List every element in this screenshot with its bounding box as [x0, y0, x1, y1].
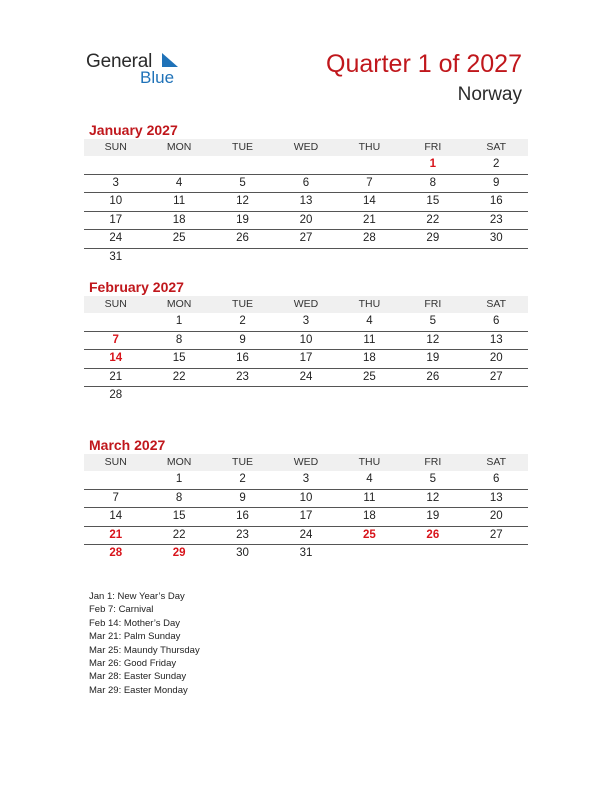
holiday-entry: Feb 7: Carnival	[89, 604, 154, 616]
empty-day-cell	[211, 156, 274, 174]
page-title: Quarter 1 of 2027	[326, 50, 522, 78]
weekday-header	[84, 296, 528, 313]
day-cell: 14	[109, 510, 123, 522]
week-row	[84, 175, 528, 194]
day-cell: 28	[363, 232, 376, 244]
empty-day-cell	[401, 545, 464, 563]
week-row	[84, 545, 528, 563]
day-cell: 7	[112, 491, 119, 504]
day-cell: 13	[299, 195, 313, 207]
day-cell: 16	[236, 510, 249, 522]
day-cell: 22	[172, 528, 186, 541]
empty-day-cell	[147, 387, 210, 405]
day-cell: 2	[239, 473, 246, 485]
day-cell: 11	[173, 195, 186, 207]
week-row	[84, 332, 528, 351]
day-cell: 17	[109, 213, 123, 226]
day-cell: 8	[175, 333, 183, 346]
day-cell: 12	[426, 491, 440, 504]
holiday-entry: Feb 14: Mother’s Day	[89, 617, 180, 629]
day-cell: 5	[429, 473, 437, 485]
day-cell: 7	[366, 176, 373, 189]
day-cell: 11	[363, 491, 376, 504]
day-cell: 4	[175, 176, 183, 189]
weekday-header	[84, 454, 528, 471]
day-cell: 27	[489, 370, 503, 383]
week-row	[84, 313, 528, 332]
day-cell: 14	[109, 352, 123, 364]
day-cell: 3	[302, 315, 310, 327]
weekday-label: WED	[293, 298, 319, 310]
day-cell: 29	[426, 232, 440, 244]
day-cell: 17	[299, 352, 313, 364]
day-cell: 6	[493, 473, 500, 485]
holiday-list	[89, 590, 200, 697]
weekday-label: MON	[166, 298, 192, 310]
weekday-label: TUE	[232, 298, 254, 310]
day-cell: 7	[112, 333, 119, 346]
day-cell: 18	[172, 213, 186, 226]
weekday-header	[84, 139, 528, 156]
day-cell: 1	[175, 473, 183, 485]
day-cell: 13	[489, 491, 503, 504]
day-cell: 15	[426, 195, 440, 207]
weekday-label: TUE	[232, 456, 254, 468]
generalblue-logo	[86, 51, 196, 91]
day-cell: 14	[363, 195, 376, 207]
day-cell: 23	[489, 213, 503, 226]
weekday-label: MON	[166, 141, 192, 153]
day-cell: 29	[172, 547, 186, 559]
empty-day-cell	[401, 387, 464, 405]
weekday-label: WED	[293, 456, 319, 468]
holiday-entry: Jan 1: New Year’s Day	[89, 591, 185, 602]
day-cell: 2	[493, 158, 500, 170]
day-cell: 24	[299, 370, 313, 383]
week-row	[84, 471, 528, 490]
day-cell: 9	[239, 333, 246, 346]
logo-blue-text: Blue	[140, 68, 175, 87]
day-cell: 16	[236, 352, 249, 364]
day-cell: 6	[493, 315, 500, 327]
empty-day-cell	[84, 313, 147, 331]
weekday-label: SUN	[104, 456, 127, 468]
day-cell: 28	[109, 389, 123, 401]
day-cell: 27	[489, 528, 503, 541]
empty-day-cell	[84, 156, 147, 174]
day-cell: 26	[236, 232, 249, 244]
weekday-label: MON	[166, 456, 192, 468]
day-cell: 19	[426, 510, 440, 522]
weekday-label: THU	[358, 456, 381, 468]
day-cell: 22	[172, 370, 186, 383]
day-cell: 15	[172, 510, 186, 522]
day-cell: 26	[426, 370, 440, 383]
week-row	[84, 212, 528, 231]
day-cell: 21	[109, 370, 123, 383]
day-cell: 2	[239, 315, 246, 327]
week-row	[84, 508, 528, 527]
empty-day-cell	[465, 387, 528, 405]
week-row	[84, 369, 528, 388]
day-cell: 10	[299, 491, 313, 504]
day-cell: 20	[489, 352, 503, 364]
empty-day-cell	[211, 249, 274, 267]
day-cell: 10	[109, 195, 123, 207]
weekday-label: SUN	[104, 298, 127, 310]
day-cell: 10	[299, 333, 313, 346]
day-cell: 22	[426, 213, 440, 226]
day-cell: 17	[299, 510, 313, 522]
day-cell: 20	[299, 213, 313, 226]
empty-day-cell	[338, 387, 401, 405]
empty-day-cell	[274, 387, 337, 405]
holiday-entry: Mar 21: Palm Sunday	[89, 631, 181, 643]
weekday-label: TUE	[232, 141, 254, 153]
weekday-label: SAT	[486, 141, 507, 153]
day-cell: 21	[363, 213, 376, 226]
month-block	[84, 436, 528, 563]
empty-day-cell	[465, 249, 528, 267]
day-cell: 3	[112, 176, 119, 189]
weekday-label: SUN	[104, 141, 127, 153]
day-cell: 23	[236, 370, 249, 383]
day-cell: 23	[236, 528, 249, 541]
day-cell: 4	[366, 315, 373, 327]
day-cell: 9	[239, 491, 246, 504]
logo-triangle-icon	[162, 53, 178, 67]
empty-day-cell	[338, 545, 401, 563]
day-cell: 31	[299, 547, 313, 559]
day-cell: 25	[172, 232, 186, 244]
month-name: January 2027	[89, 122, 178, 138]
day-cell: 1	[429, 158, 437, 170]
week-row	[84, 249, 528, 267]
empty-day-cell	[338, 156, 401, 174]
day-cell: 24	[299, 528, 313, 541]
week-row	[84, 156, 528, 175]
day-cell: 9	[493, 176, 500, 189]
day-cell: 30	[236, 547, 249, 559]
holiday-entry: Mar 26: Good Friday	[89, 658, 177, 670]
day-cell: 25	[363, 370, 376, 383]
day-cell: 21	[109, 528, 123, 541]
day-cell: 13	[489, 333, 503, 346]
empty-day-cell	[401, 249, 464, 267]
day-cell: 27	[299, 232, 313, 244]
day-cell: 31	[109, 250, 123, 263]
weekday-label: FRI	[424, 456, 442, 468]
empty-day-cell	[84, 471, 147, 489]
holiday-entry: Mar 25: Maundy Thursday	[89, 644, 200, 656]
day-cell: 28	[109, 547, 123, 559]
holiday-entry: Mar 29: Easter Monday	[89, 684, 188, 696]
week-row	[84, 230, 528, 249]
week-row	[84, 387, 528, 405]
weekday-label: THU	[358, 141, 381, 153]
day-cell: 18	[363, 510, 376, 522]
holiday-entry: Mar 28: Easter Sunday	[89, 671, 187, 683]
day-cell: 12	[426, 333, 440, 346]
country-name: Norway	[457, 84, 522, 105]
weekday-label: FRI	[424, 141, 442, 153]
empty-day-cell	[147, 249, 210, 267]
weekday-label: THU	[358, 298, 381, 310]
empty-day-cell	[274, 156, 337, 174]
day-cell: 3	[302, 473, 310, 485]
week-row	[84, 193, 528, 212]
day-cell: 4	[366, 473, 373, 485]
empty-day-cell	[211, 387, 274, 405]
day-cell: 18	[363, 352, 376, 364]
day-cell: 11	[363, 333, 376, 346]
logo-general-text: General	[86, 51, 153, 72]
day-cell: 12	[236, 195, 249, 207]
day-cell: 25	[363, 528, 376, 541]
day-cell: 19	[236, 213, 249, 226]
empty-day-cell	[465, 545, 528, 563]
empty-day-cell	[274, 249, 337, 267]
month-name: February 2027	[89, 279, 184, 295]
day-cell: 6	[302, 176, 310, 189]
day-cell: 8	[175, 491, 183, 504]
day-cell: 5	[239, 176, 246, 189]
day-cell: 30	[489, 232, 503, 244]
day-cell: 19	[426, 352, 440, 364]
weekday-label: WED	[293, 141, 319, 153]
day-cell: 16	[489, 195, 503, 207]
empty-day-cell	[147, 156, 210, 174]
month-block	[84, 121, 528, 266]
empty-day-cell	[338, 249, 401, 267]
week-row	[84, 350, 528, 369]
day-cell: 8	[429, 176, 437, 189]
day-cell: 1	[175, 315, 183, 327]
month-name: March 2027	[89, 437, 166, 453]
week-row	[84, 527, 528, 546]
day-cell: 15	[172, 352, 186, 364]
day-cell: 20	[489, 510, 503, 522]
day-cell: 5	[429, 315, 437, 327]
day-cell: 24	[109, 232, 123, 244]
weekday-label: SAT	[486, 456, 507, 468]
month-block	[84, 278, 528, 405]
weekday-label: FRI	[424, 298, 442, 310]
week-row	[84, 490, 528, 509]
weekday-label: SAT	[486, 298, 507, 310]
day-cell: 26	[426, 528, 440, 541]
